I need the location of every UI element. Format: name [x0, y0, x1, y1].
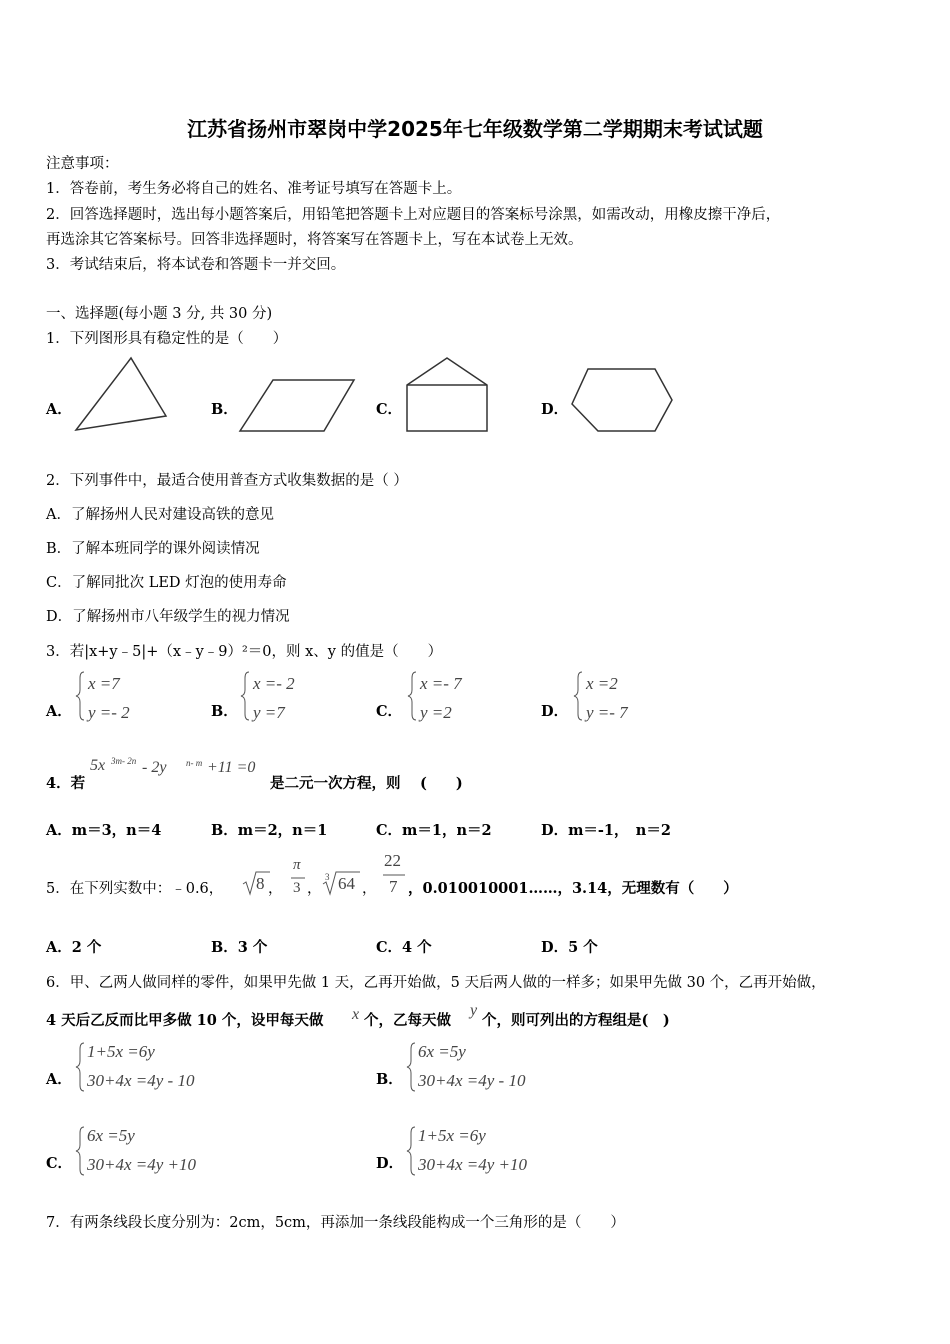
question-2-option: B．了解本班同学的课外阅读情况	[46, 541, 260, 557]
question-5-option: B．3 个	[211, 939, 268, 956]
question-7-stem: 7．有两条线段长度分别为：2cm，5cm，再添加一条线段能构成一个三角形的是（ ）	[46, 1215, 625, 1231]
section-heading: 一、选择题(每小题 3 分, 共 30 分)	[46, 306, 273, 322]
system-eq: 30+4x =4y - 10	[87, 1071, 195, 1090]
system-eq: x =- 2	[253, 674, 295, 693]
sqrt-value: 8	[256, 874, 265, 893]
question-4-number: 4．若	[46, 775, 86, 792]
option-label-d: D．	[376, 1155, 404, 1172]
question-5-option: A．2 个	[46, 939, 102, 956]
question-4-option: D．m＝-1， n＝2	[541, 822, 671, 839]
equation-term: +11 =0	[207, 759, 256, 776]
question-4-option: B．m＝2，n＝1	[211, 822, 328, 839]
variable-y: y	[470, 1002, 478, 1019]
system-eq: y =7	[253, 703, 285, 722]
fraction-numerator: π	[293, 857, 301, 873]
cbrt-index: 3	[325, 872, 330, 882]
separator: ，	[362, 881, 377, 897]
question-4-option: A．m＝3，n＝4	[46, 822, 162, 839]
fraction-denominator: 7	[389, 877, 398, 896]
separator: ，	[307, 881, 322, 897]
question-3-stem: 3．若|x+y﹣5|+（x﹣y﹣9）²＝0，则 x、y 的值是（ ）	[46, 644, 443, 660]
separator: ，	[268, 881, 283, 897]
notice-item: 再选涂其它答案标号。回答非选择题时，将答案写在答题卡上，写在本试卷上无效。	[46, 232, 583, 248]
question-6-line1: 6．甲、乙两人做同样的零件，如果甲先做 1 天，乙再开始做，5 天后两人做的一样多；如果甲先做 30 个，乙再开始做，	[46, 975, 826, 991]
system-eq: y =2	[420, 703, 452, 722]
question-4-tail: 是二元一次方程，则 ( )	[270, 775, 463, 792]
system-eq: 30+4x =4y - 10	[418, 1071, 526, 1090]
fraction-denominator: 3	[293, 880, 301, 896]
notice-heading: 注意事项：	[46, 156, 119, 172]
notice-item: 3．考试结束后，将本试卷和答题卡一并交回。	[46, 257, 346, 273]
system-eq: 1+5x =6y	[87, 1042, 155, 1061]
option-label-a: A．	[46, 401, 72, 418]
option-label-b: B．	[211, 401, 238, 418]
option-label-c: C．	[376, 401, 403, 418]
question-6-line2: 4 天后乙反而比甲多做 10 个，设甲每天做	[46, 1012, 324, 1029]
option-label-c: C．	[376, 703, 403, 720]
option-label-d: D．	[541, 401, 569, 418]
question-5-tail: ，0.010010001……，3.14，无理数有（ ）	[408, 880, 738, 897]
system-eq: x =2	[586, 674, 618, 693]
system-eq: y =- 2	[88, 703, 130, 722]
notice-item: 2．回答选择题时，选出每小题答案后，用铅笔把答题卡上对应题目的答案标号涂黑，如需改动，用橡皮擦干净后，	[46, 207, 781, 223]
system-eq: y =- 7	[586, 703, 628, 722]
question-2-option: D．了解扬州市八年级学生的视力情况	[46, 609, 290, 625]
question-4-option: C．m＝1，n＝2	[376, 822, 492, 839]
equation-term: - 2y	[142, 759, 167, 776]
question-5-stem: 5．在下列实数中：﹣0.6，	[46, 881, 224, 897]
option-label-d: D．	[541, 703, 569, 720]
page-title: 江苏省扬州市翠岗中学2025年七年级数学第二学期期末考试试题	[187, 117, 763, 141]
system-eq: 6x =5y	[87, 1126, 135, 1145]
notice-item: 1．答卷前，考生务必将自己的姓名、准考证号填写在答题卡上。	[46, 181, 462, 197]
equation-term: 5x	[90, 757, 106, 774]
exponent: 3m- 2n	[111, 756, 137, 766]
question-2-option: A．了解扬州人民对建设高铁的意见	[46, 507, 274, 523]
system-eq: 30+4x =4y +10	[87, 1155, 197, 1174]
system-eq: 6x =5y	[418, 1042, 466, 1061]
option-label-b: B．	[211, 703, 238, 720]
exponent: n- m	[186, 758, 203, 768]
cbrt-value: 64	[338, 874, 355, 893]
system-eq: x =- 7	[420, 674, 462, 693]
option-label-a: A．	[46, 703, 72, 720]
question-5-option: D．5 个	[541, 939, 598, 956]
system-eq: 1+5x =6y	[418, 1126, 486, 1145]
question-2-option: C．了解同批次 LED 灯泡的使用寿命	[46, 575, 287, 591]
fraction-numerator: 22	[384, 851, 401, 870]
variable-x: x	[352, 1006, 360, 1023]
system-eq: 30+4x =4y +10	[418, 1155, 528, 1174]
question-5-option: C．4 个	[376, 939, 432, 956]
question-6-line2: 个，则可列出的方程组是( )	[482, 1012, 670, 1029]
question-2-stem: 2．下列事件中，最适合使用普查方式收集数据的是（ ）	[46, 473, 408, 489]
option-label-b: B．	[376, 1071, 403, 1088]
option-label-a: A．	[46, 1071, 72, 1088]
question-6-line2: 个，乙每天做	[364, 1012, 451, 1029]
system-eq: x =7	[88, 674, 120, 693]
option-label-c: C．	[46, 1155, 73, 1172]
question-1-stem: 1．下列图形具有稳定性的是（ ）	[46, 331, 288, 347]
